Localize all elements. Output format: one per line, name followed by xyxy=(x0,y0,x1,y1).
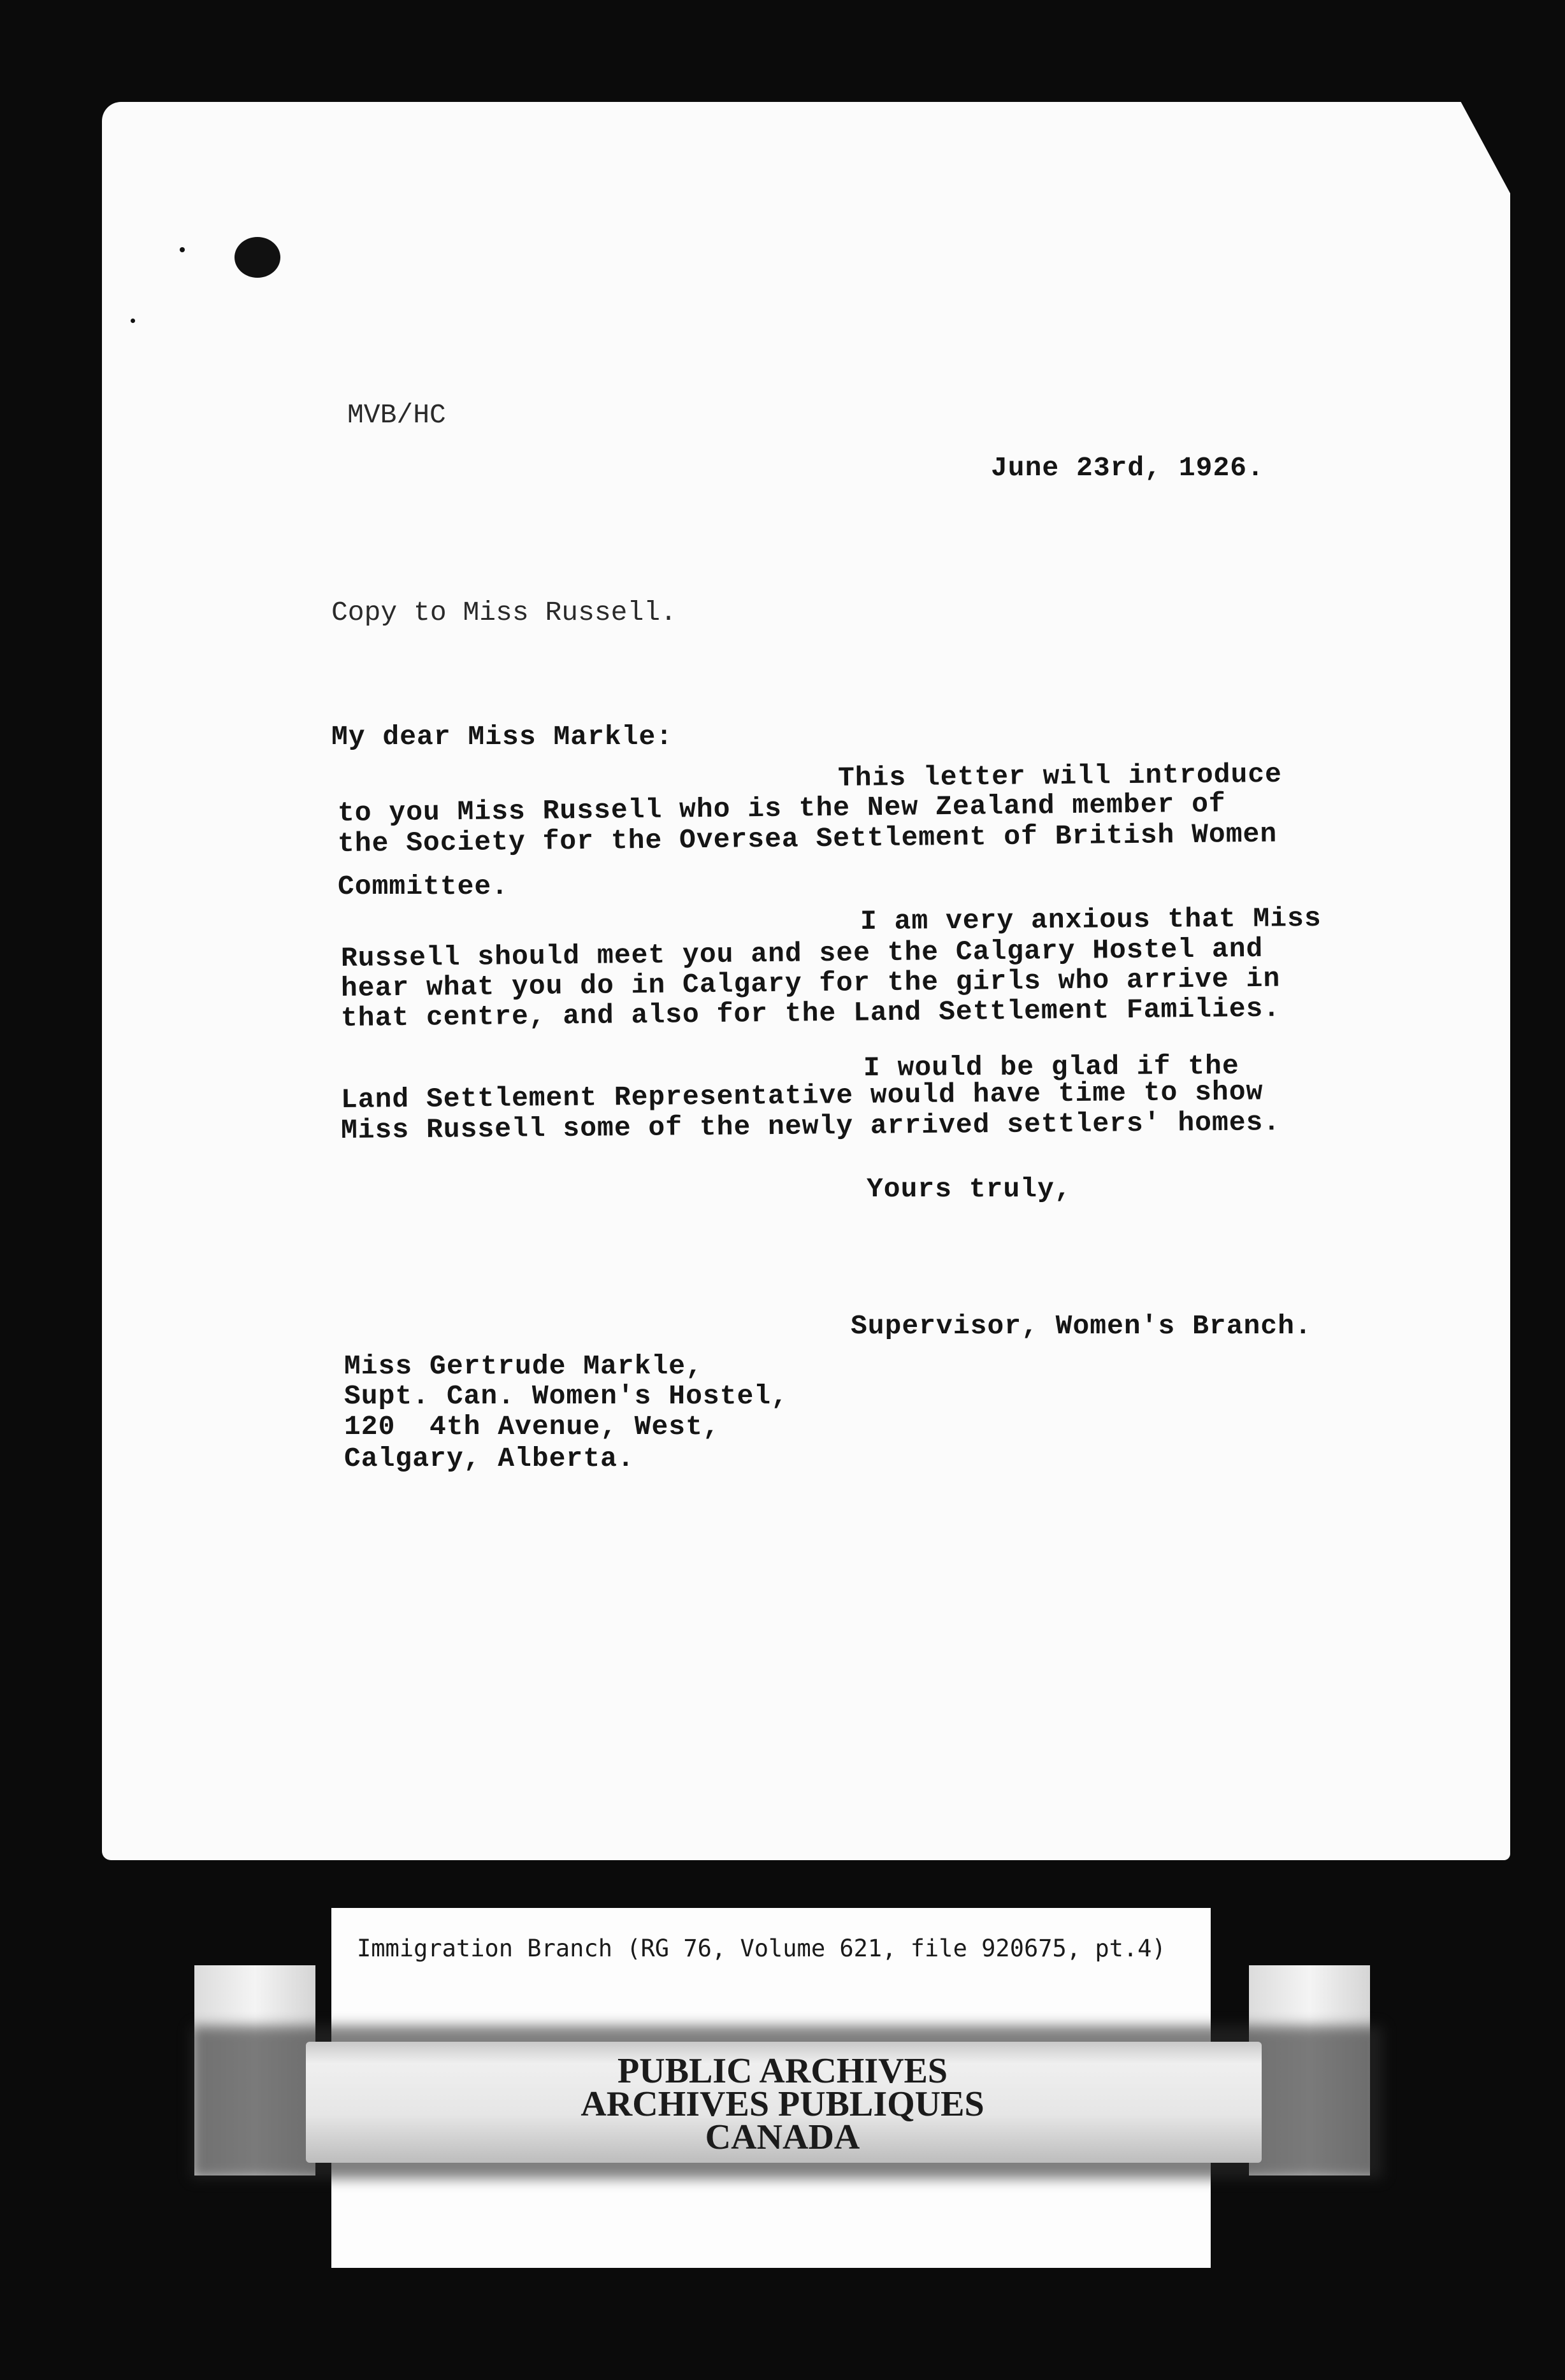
copy-note: Copy to Miss Russell. xyxy=(331,597,677,628)
paragraph-line: I would be glad if the xyxy=(863,1050,1239,1084)
paragraph-line: Miss Russell some of the newly arrived settlers' homes. xyxy=(340,1107,1281,1146)
signature-title: Supervisor, Women's Branch. xyxy=(851,1310,1312,1342)
paragraph-line: I am very anxious that Miss xyxy=(860,902,1322,937)
letter-date: June 23rd, 1926. xyxy=(991,452,1264,484)
paragraph-line: Land Settlement Representative would have time to show xyxy=(340,1076,1264,1115)
archive-citation: Immigration Branch (RG 76, Volume 621, file 920675, pt.4) xyxy=(357,1935,1166,1962)
paragraph-line: Russell should meet you and see the Calgary Hostel and xyxy=(340,933,1264,974)
ink-speck xyxy=(131,319,135,323)
letter-reference: MVB/HC xyxy=(347,399,446,431)
paragraph-line: This letter will introduce xyxy=(837,758,1283,794)
address-line: Supt. Can. Women's Hostel, xyxy=(344,1380,788,1412)
archive-stamp-line: ARCHIVES PUBLIQUES xyxy=(581,2084,984,2124)
ink-blot xyxy=(234,237,280,278)
paragraph-line: that centre, and also for the Land Settlement Families. xyxy=(340,993,1281,1034)
archive-stamp-line: CANADA xyxy=(705,2118,860,2157)
salutation: My dear Miss Markle: xyxy=(331,721,674,752)
paragraph-line: hear what you do in Calgary for the girls who arrive in xyxy=(340,963,1281,1004)
ink-speck xyxy=(180,247,185,252)
paragraph-line: the Society for the Oversea Settlement of British Women xyxy=(337,818,1278,859)
paragraph-line: to you Miss Russell who is the New Zealand member of xyxy=(337,788,1227,829)
address-line: Calgary, Alberta. xyxy=(344,1443,635,1474)
paragraph-line: Committee. xyxy=(338,871,509,902)
address-line: Miss Gertrude Markle, xyxy=(344,1351,703,1382)
address-line: 120 4th Avenue, West, xyxy=(344,1411,720,1442)
closing: Yours truly, xyxy=(867,1173,1072,1205)
archive-stamp-line: PUBLIC ARCHIVES xyxy=(617,2051,948,2091)
